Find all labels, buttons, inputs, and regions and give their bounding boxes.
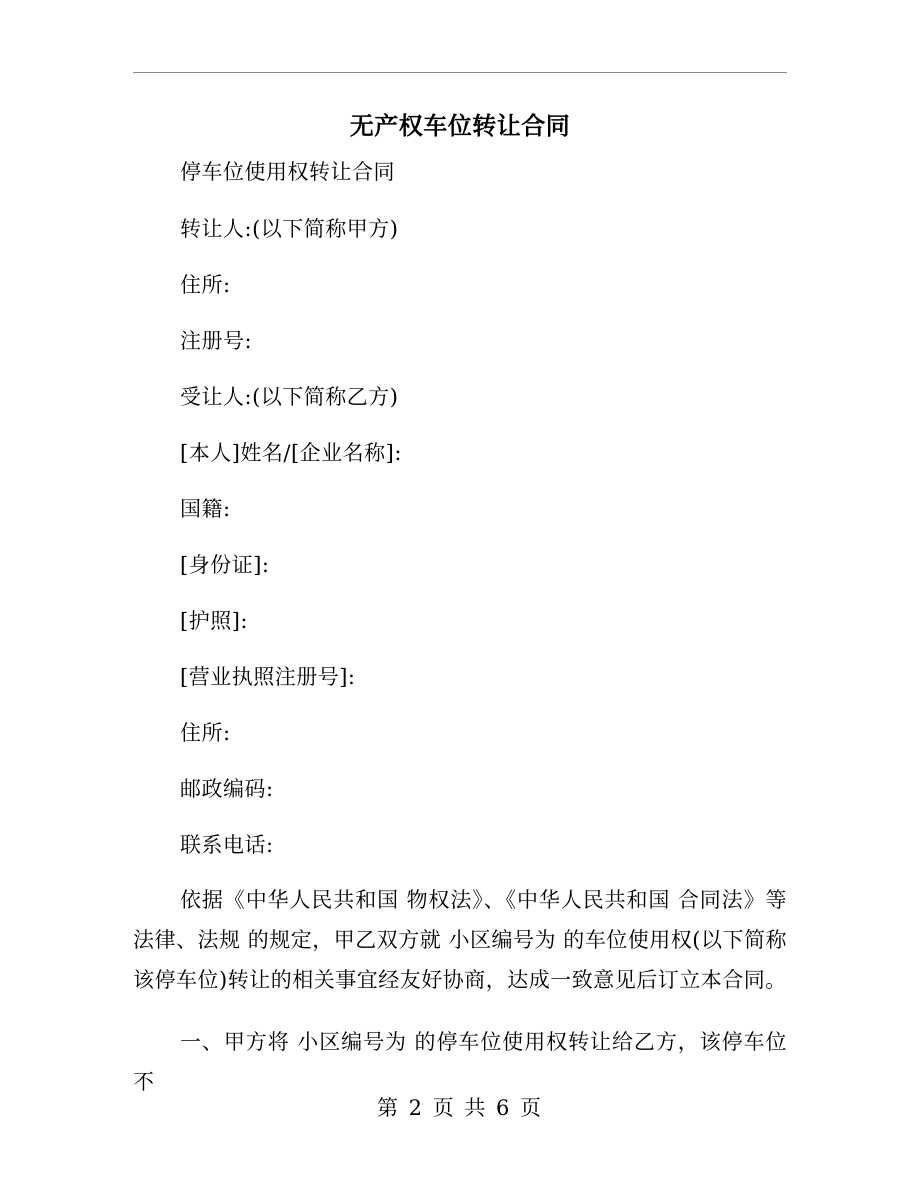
- document-title: 无产权车位转让合同: [349, 112, 571, 140]
- paragraph-preamble: 依据《中华人民共和国 物权法》、《中华人民共和国 合同法》等 法律、法规 的规定，甲乙双方就 小区编号为 的车位使用权(以下简称该停车位)转让的相关事宜经友好协商，达成一致意见后订立本合同。: [133, 888, 787, 992]
- field-transferee: 受让人:(以下简称乙方): [180, 385, 399, 409]
- field-nationality: 国籍:: [180, 497, 231, 521]
- field-name-or-company: [本人]姓名/[企业名称]:: [180, 441, 402, 465]
- page-number: 第 2 页 共 6 页: [376, 1096, 544, 1120]
- paragraph-clause-1: 一、甲方将 小区编号为 的停车位使用权转让给乙方，该停车位不: [133, 1030, 787, 1094]
- field-passport: [护照]:: [180, 609, 248, 633]
- field-business-license: [营业执照注册号]:: [180, 665, 356, 689]
- field-phone: 联系电话:: [180, 833, 274, 857]
- field-id-card: [身份证]:: [180, 553, 270, 577]
- field-transferor: 转让人:(以下简称甲方): [180, 217, 399, 241]
- contract-subtitle: 停车位使用权转让合同: [180, 160, 395, 184]
- field-transferor-address: 住所:: [180, 273, 231, 297]
- field-transferee-address: 住所:: [180, 721, 231, 745]
- header-rule: [133, 72, 787, 73]
- field-postal-code: 邮政编码:: [180, 777, 274, 801]
- field-registration-number: 注册号:: [180, 329, 253, 353]
